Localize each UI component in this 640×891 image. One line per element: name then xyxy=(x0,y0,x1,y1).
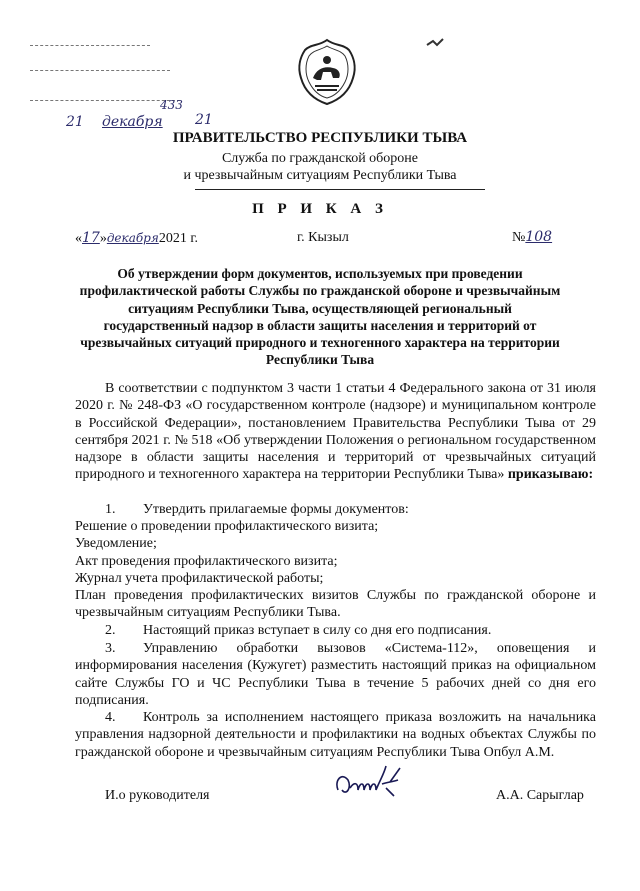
form-item: Журнал учета профилактической работы; xyxy=(75,571,324,586)
scan-mark xyxy=(425,36,447,48)
document-title-line: чрезвычайных ситуаций природного и техногенного характера на территории xyxy=(80,335,560,351)
registration-stamp xyxy=(30,40,213,135)
handwritten-signature xyxy=(330,760,420,810)
form-item: Решение о проведении профилактического визита; xyxy=(75,519,379,534)
document-title-line: Об утверждении форм документов, используемых при проведении xyxy=(117,266,523,281)
registration-day: 21 xyxy=(66,114,84,130)
item-3 xyxy=(75,640,596,709)
signatory-name: А.А. Сарыглар xyxy=(496,788,584,803)
item-3-number: 3. xyxy=(105,641,116,656)
document-title-line: профилактической работы Службы по гражданской обороне и чрезвычайным xyxy=(79,283,561,299)
item-1-number: 1. xyxy=(105,502,116,517)
order-date: «17»декабря2021 г. xyxy=(75,230,198,246)
header-divider xyxy=(195,189,485,190)
coat-of-arms-emblem xyxy=(295,38,359,106)
item-3-text: Управлению обработки вызовов «Система-112», оповещения и информирования населения (Кужугет) разместить настоящий приказ на официальном сайте Службы ГО и ЧС Республики Тыва в течение 5 рабочих дней со дня его подписания. xyxy=(75,641,596,708)
registration-number: 433 xyxy=(160,98,183,112)
document-type: П Р И К А З xyxy=(252,201,388,217)
order-place: г. Кызыл xyxy=(297,230,349,245)
decree-word: приказываю: xyxy=(507,467,594,483)
form-item: Уведомление; xyxy=(75,536,157,551)
item-1-text: Утвердить прилагаемые формы документов: xyxy=(143,502,409,517)
registration-year: 21 xyxy=(195,112,213,128)
document-title-line: Республики Тыва xyxy=(265,352,375,368)
order-date-month: декабря xyxy=(106,231,159,245)
document-title xyxy=(70,265,570,369)
signatory-position: И.о руководителя xyxy=(105,788,210,803)
item-4-text: Контроль за исполнением настоящего приказа возложить на начальника управления надзорной деятельности и профилактики на водных объектах Службы по гражданской обороне и чрезвычайным ситуациям Республики Тыва Опбул А.М. xyxy=(75,710,596,760)
preamble-paragraph xyxy=(75,380,596,484)
registration-month: декабря xyxy=(102,114,163,130)
item-2-text: Настоящий приказ вступает в силу со дня его подписания. xyxy=(143,623,492,638)
order-number-prefix: № xyxy=(512,230,526,245)
preamble-text: В соответствии с подпунктом 3 части 1 статьи 4 Федерального закона от 31 июля 2020 г. № 248-ФЗ «О государственном контроле (надзоре) и муниципальном контроле в Российской Федерации», постановлением Правительства Республики Тыва от 29 сентября 2021 г. № 518 «Об утверждении Положения о региональном государственном надзоре в области защиты населения и территорий от чрезвычайных ситуаций природного и техногенного характера на территории Республики Тыва» xyxy=(75,381,596,483)
item-4-number: 4. xyxy=(105,710,116,725)
order-date-year: 2021 г. xyxy=(158,231,198,246)
service-name-line1: Служба по гражданской обороне xyxy=(221,151,419,166)
order-date-day: 17 xyxy=(82,230,100,246)
order-number xyxy=(512,229,552,246)
government-header: ПРАВИТЕЛЬСТВО РЕСПУБЛИКИ ТЫВА xyxy=(172,130,468,146)
document-title-line: ситуациям Республики Тыва, осуществляющей региональный xyxy=(128,300,512,316)
form-item: Акт проведения профилактического визита; xyxy=(75,554,338,569)
service-name-line2: и чрезвычайным ситуациям Республики Тыва xyxy=(183,168,457,183)
item-1 xyxy=(75,501,596,518)
form-item: План проведения профилактических визитов Службы по гражданской обороне и чрезвычайным ситуациям Республики Тыва. xyxy=(75,588,596,621)
item-2-number: 2. xyxy=(105,623,116,638)
item-4 xyxy=(75,709,596,761)
order-number-value: 108 xyxy=(525,229,553,245)
document-title-line: государственный надзор в области защиты населения и территорий от xyxy=(103,317,537,333)
item-2 xyxy=(75,622,596,639)
